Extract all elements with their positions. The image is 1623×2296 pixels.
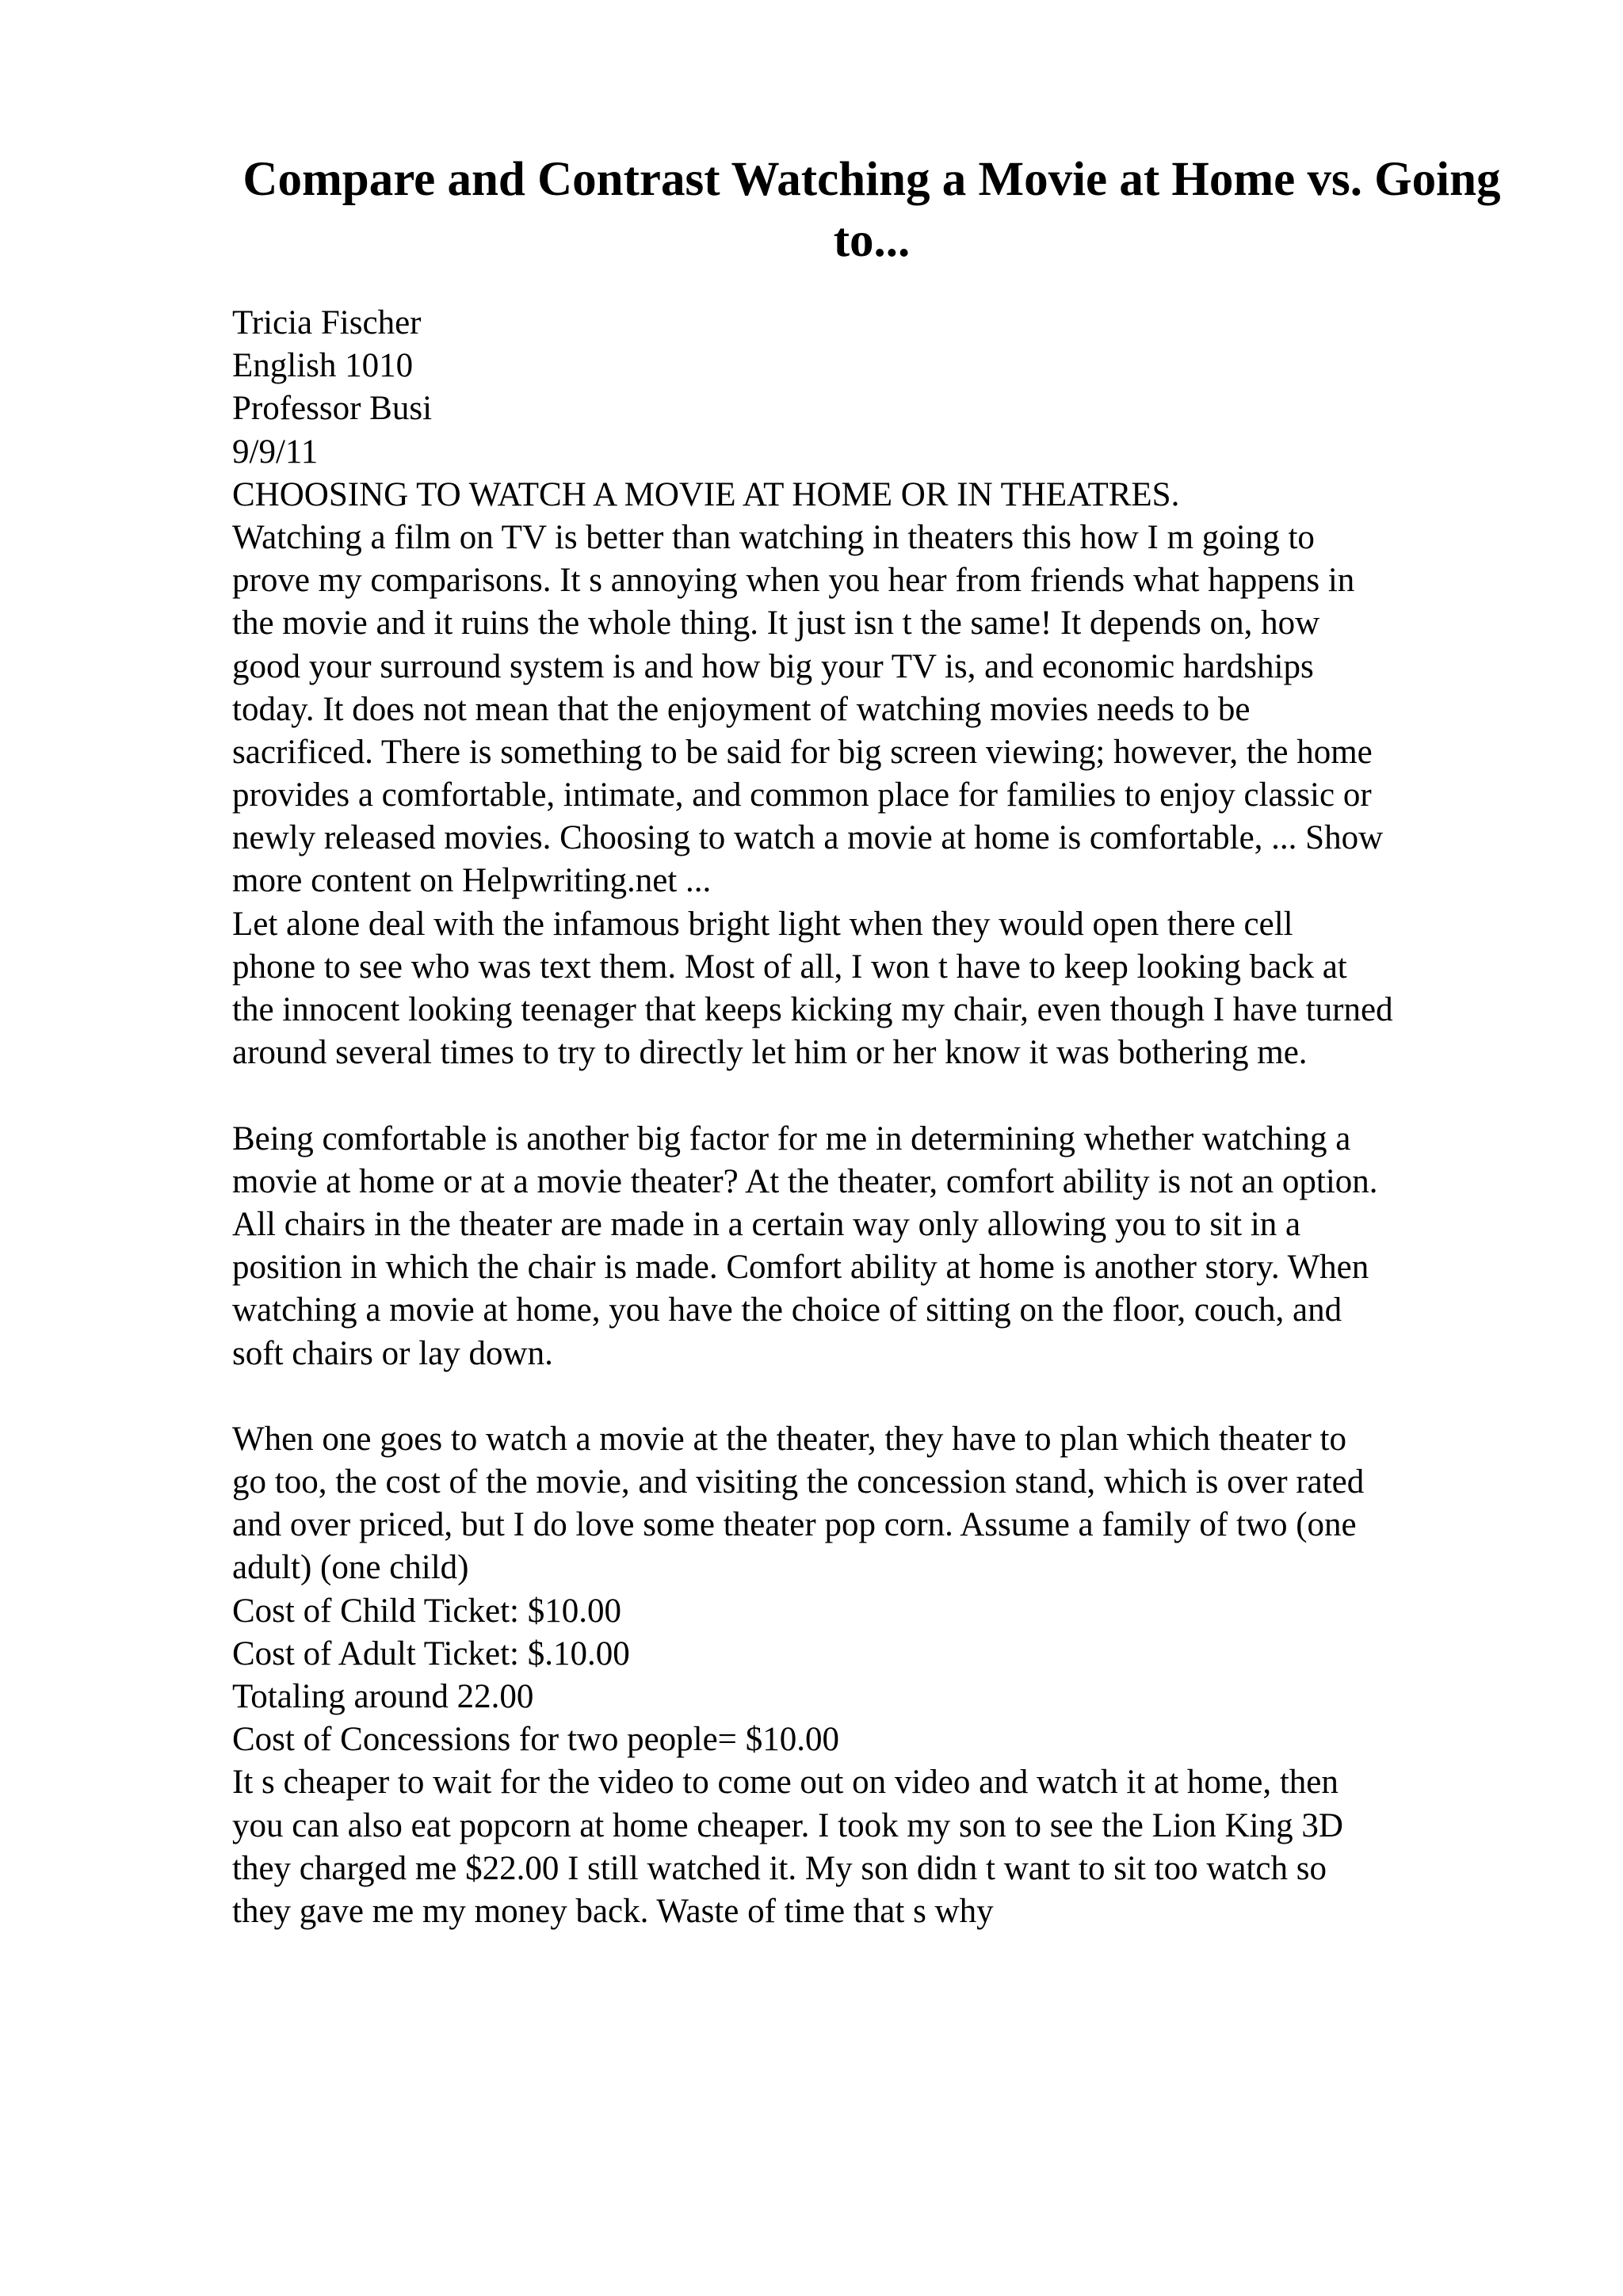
paragraph-spacer [232, 1074, 1548, 1117]
cost-item: Totaling around 22.00 [232, 1678, 534, 1715]
document-date: 9/9/11 [232, 433, 319, 471]
professor-name: Professor Busi [232, 390, 433, 428]
text-line: watching a movie at home, you have the choice of sitting on the floor, couch, and [232, 1291, 1342, 1329]
text-line: Let alone deal with the infamous bright light when they would open there cell [232, 905, 1293, 943]
document-title: Compare and Contrast Watching a Movie at Home vs. Going to... [242, 153, 1501, 267]
paragraph-intro [232, 517, 1548, 903]
course-name: English 1010 [232, 347, 414, 385]
text-line: today. It does not mean that the enjoyment of watching movies needs to be [232, 690, 1251, 728]
text-line: phone to see who was text them. Most of all, I won t have to keep looking back at [232, 948, 1347, 986]
text-line: around several times to try to directly let him or her know it was bothering me. [232, 1034, 1308, 1072]
cost-item: Cost of Child Ticket: $10.00 [232, 1592, 621, 1630]
text-line: sacrificed. There is something to be said for big screen viewing; however, the home [232, 733, 1373, 771]
text-line: the movie and it ruins the whole thing. It just isn t the same! It depends on, how [232, 605, 1320, 643]
cost-item: Cost of Concessions for two people= $10.00 [232, 1721, 839, 1759]
text-line: It s cheaper to wait for the video to come out on video and watch it at home, then [232, 1764, 1338, 1802]
text-line: Being comfortable is another big factor for me in determining whether watching a [232, 1119, 1351, 1158]
text-line: they charged me $22.00 I still watched it. My son didn t want to sit too watch so [232, 1849, 1327, 1887]
cost-item: Cost of Adult Ticket: $.10.00 [232, 1634, 630, 1672]
paragraph-comfort [232, 1118, 1548, 1375]
text-line: provides a comfortable, intimate, and common place for families to enjoy classic or [232, 776, 1372, 814]
text-line: you can also eat popcorn at home cheaper. I took my son to see the Lion King 3D [232, 1806, 1343, 1844]
text-line: When one goes to watch a movie at the theater, they have to plan which theater to [232, 1420, 1347, 1458]
text-line: adult) (one child) [232, 1549, 469, 1587]
text-line: soft chairs or lay down. [232, 1334, 553, 1372]
text-line: and over priced, but I do love some theater pop corn. Assume a family of two (one [232, 1506, 1357, 1544]
text-line: position in which the chair is made. Comfort ability at home is another story. When [232, 1249, 1369, 1287]
text-line: the innocent looking teenager that keeps kicking my chair, even though I have turned [232, 991, 1393, 1028]
text-line: All chairs in the theater are made in a certain way only allowing you to sit in a [232, 1205, 1301, 1243]
cost-list [232, 1590, 1548, 1762]
text-line: more content on Helpwriting.net ... [232, 862, 712, 900]
paragraph-distractions [232, 903, 1548, 1075]
section-heading: CHOOSING TO WATCH A MOVIE AT HOME OR IN THEATRES. [232, 475, 1180, 513]
paragraph-conclusion [232, 1761, 1548, 1933]
text-line: prove my comparisons. It s annoying when you hear from friends what happens in [232, 562, 1355, 600]
text-line: movie at home or at a movie theater? At the theater, comfort ability is not an option. [232, 1162, 1378, 1200]
text-line: newly released movies. Choosing to watch a movie at home is comfortable, ... Show [232, 819, 1384, 857]
paragraph-spacer [232, 1375, 1548, 1418]
text-line: Watching a film on TV is better than watching in theaters this how I m going to [232, 518, 1315, 556]
text-line: go too, the cost of the movie, and visiting the concession stand, which is over rated [232, 1463, 1365, 1501]
author-name: Tricia Fischer [232, 304, 422, 341]
text-line: they gave me my money back. Waste of time that s why [232, 1892, 994, 1930]
paragraph-cost [232, 1418, 1548, 1590]
text-line: good your surround system is and how big your TV is, and economic hardships [232, 647, 1314, 685]
document-body [232, 302, 1548, 1933]
